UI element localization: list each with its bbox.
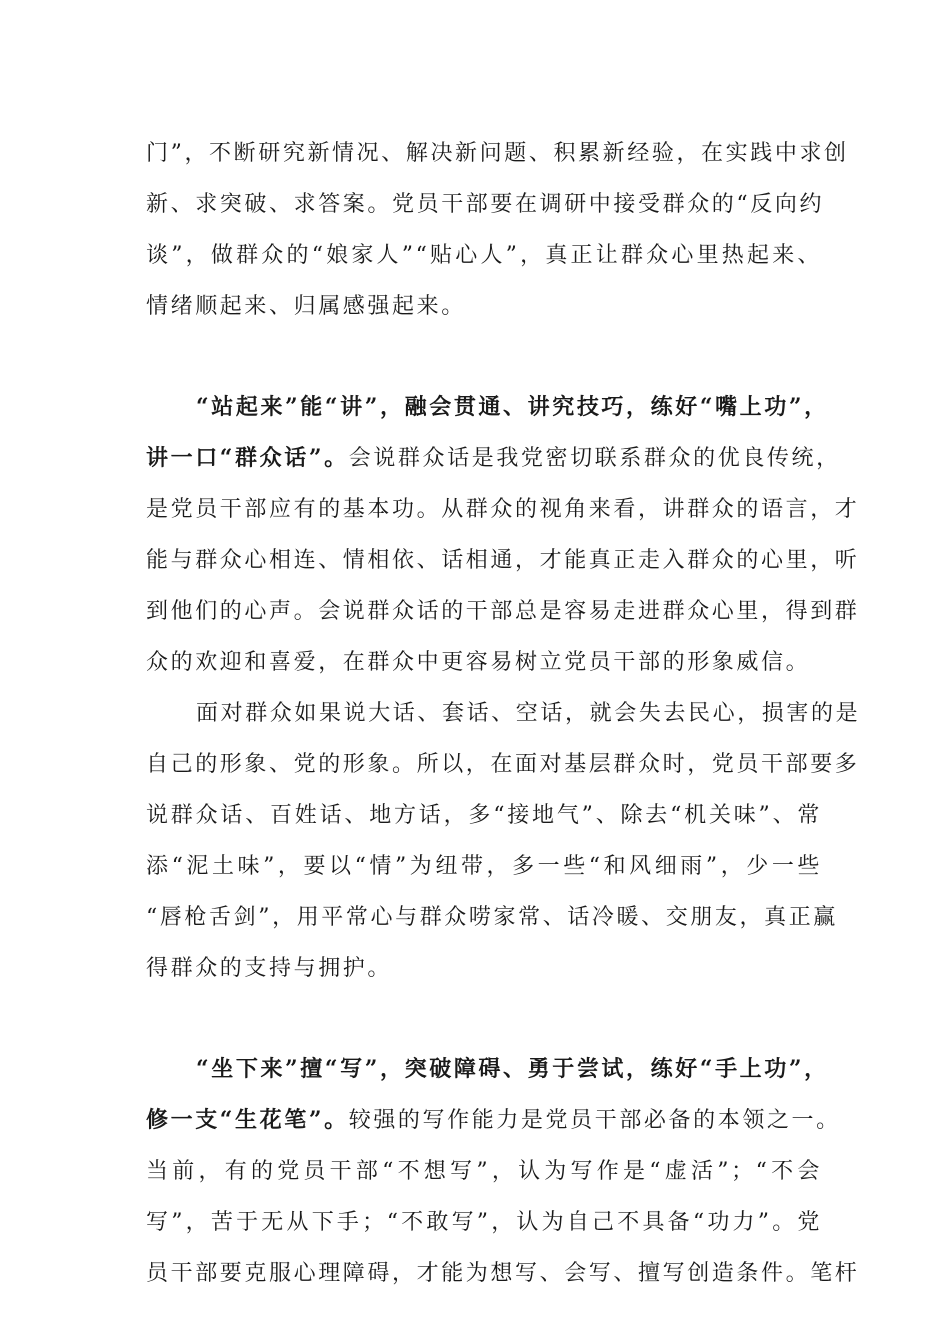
paragraph-line: 得群众的支持与拥护。 <box>146 956 393 981</box>
body-text: 众的欢迎和喜爱，在群众中更容易树立党员干部的形象威信。 <box>146 650 811 675</box>
paragraph-line <box>146 484 860 535</box>
paragraph-line: 面对群众如果说大话、套话、空话，就会失去民心，损害的是 <box>196 701 861 726</box>
paragraph-line <box>146 535 860 586</box>
paragraph-line <box>146 433 841 484</box>
body-text: 会说群众话是我党密切联系群众的优良传统， <box>348 446 841 471</box>
body-text: 员干部要克服心理障碍，才能为想写、会写、擅写创造条件。笔杆 <box>146 1261 860 1286</box>
paragraph-line <box>146 1197 822 1248</box>
paragraph-line: “唇枪舌剑”，用平常心与群众唠家常、话冷暖、交朋友，真正赢 <box>146 905 838 930</box>
paragraph-line <box>146 637 822 688</box>
paragraph-line: 自己的形象、党的形象。所以，在面对基层群众时，党员干部要多 <box>146 752 860 777</box>
paragraph-3 <box>146 688 861 994</box>
bold-heading-text: “站起来”能“讲”，融会贯通、讲究技巧，练好“嘴上功”， <box>196 394 829 420</box>
bold-heading-text: “坐下来”擅“写”，突破障碍、勇于尝试，练好“手上功”， <box>196 1056 829 1082</box>
paragraph-line: 添“泥土味”，要以“情”为纽带，多一些“和风细雨”，少一些 <box>146 854 822 879</box>
body-text: 较强的写作能力是党员干部必备的本领之一。 <box>348 1108 841 1133</box>
body-text: 写”，苦于无从下手；“不敢写”，认为自己不具备“功力”。党 <box>146 1210 822 1235</box>
paragraph-line: 谈”，做群众的“娘家人”“贴心人”，真正让群众心里热起来、 <box>146 243 822 268</box>
paragraph-line: 门”，不断研究新情况、解决新问题、积累新经验，在实践中求创 <box>146 141 849 166</box>
paragraph-spacing <box>146 994 822 1044</box>
body-text: 到他们的心声。会说群众话的干部总是容易走进群众心里，得到群 <box>146 599 860 624</box>
body-text: 能与群众心相连、情相依、话相通，才能真正走入群众的心里，听 <box>146 548 860 573</box>
paragraph-line <box>146 1044 829 1095</box>
paragraph-spacing <box>146 332 822 382</box>
paragraph-line: 说群众话、百姓话、地方话，多“接地气”、除去“机关味”、常 <box>146 803 822 828</box>
body-text: 当前，有的党员干部“不想写”，认为写作是“虚活”；“不会 <box>146 1159 822 1184</box>
paragraph-1 <box>146 128 849 332</box>
paragraph-4 <box>146 1044 860 1299</box>
body-text: 是党员干部应有的基本功。从群众的视角来看，讲群众的语言，才 <box>146 497 860 522</box>
bold-heading-text: 讲一口“群众话”。 <box>146 445 349 471</box>
paragraph-line <box>146 1248 860 1299</box>
paragraph-line: 情绪顺起来、归属感强起来。 <box>146 294 466 319</box>
paragraph-line <box>146 1146 822 1197</box>
paragraph-2 <box>146 382 860 688</box>
paragraph-line <box>146 1095 841 1146</box>
paragraph-line: 新、求突破、求答案。党员干部要在调研中接受群众的“反向约 <box>146 192 825 217</box>
paragraph-line <box>146 586 860 637</box>
document-body <box>146 128 861 1299</box>
paragraph-line <box>146 382 829 433</box>
bold-heading-text: 修一支“生花笔”。 <box>146 1107 349 1133</box>
